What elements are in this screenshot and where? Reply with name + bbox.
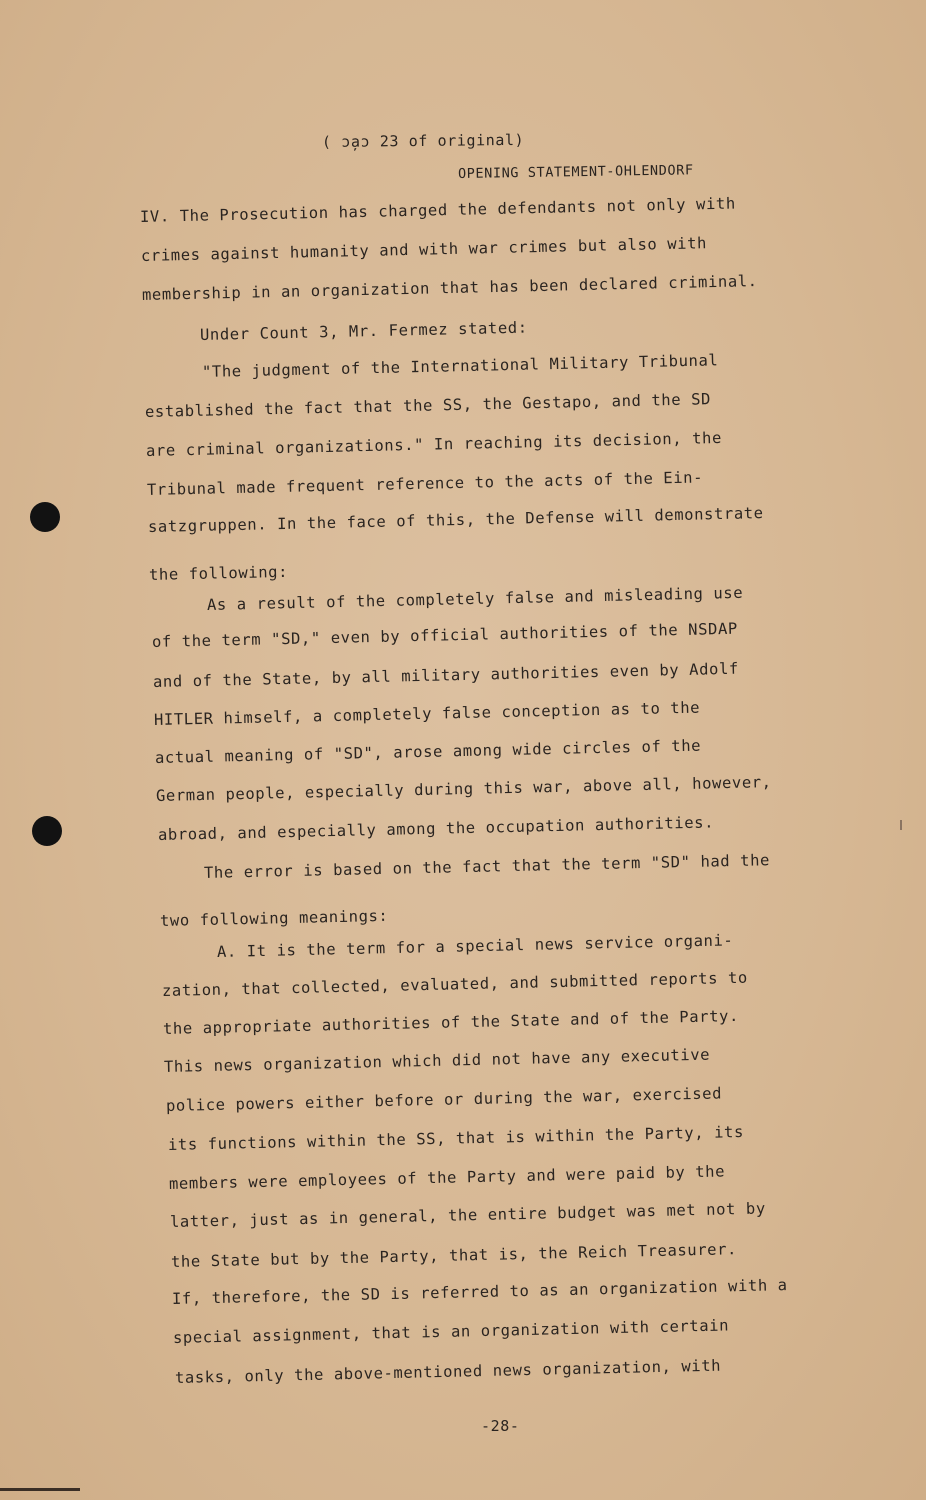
body-line: A. It is the term for a special news service organi- — [216, 931, 734, 961]
body-line: the following: — [148, 562, 289, 584]
body-line: German people, especially during this war, above all, however, — [155, 773, 772, 805]
body-line: the State but by the Party, that is, the Reich Treasurer. — [170, 1240, 738, 1271]
body-line: members were employees of the Party and were paid by the — [168, 1162, 726, 1193]
body-line: tasks, only the above-mentioned news organization, with — [174, 1356, 722, 1387]
page-number: -28- — [481, 1417, 520, 1435]
document-title: OPENING STATEMENT-OHLENDORF — [457, 162, 694, 182]
page-reference: ( ɔa̦ɔ 23 of original) — [321, 130, 525, 151]
body-line: of the term "SD," even by official authorities of the NSDAP — [151, 619, 739, 651]
body-line: police powers either before or during the war, exercised — [165, 1084, 723, 1115]
body-line: The error is based on the fact that the term "SD" had the — [203, 851, 771, 882]
body-line: abroad, and especially among the occupation authorities. — [157, 813, 715, 844]
body-line: established the fact that the SS, the Gestapo, and the SD — [144, 390, 712, 421]
body-line: two following meanings: — [159, 906, 389, 930]
body-line: and of the State, by all military authorities even by Adolf — [152, 659, 740, 691]
body-line: crimes against humanity and with war crimes but also with — [140, 234, 708, 265]
body-line: latter, just as in general, the entire budget was met not by — [169, 1199, 766, 1231]
body-line: Tribunal made frequent reference to the acts of the Ein- — [146, 468, 704, 499]
body-line: membership in an organization that has been declared criminal. — [141, 272, 758, 304]
body-line: are criminal organizations." In reaching its decision, the — [145, 428, 723, 460]
body-line: This news organization which did not have any executive — [163, 1045, 711, 1076]
body-line: "The judgment of the International Military Tribunal — [201, 351, 719, 381]
body-line: IV. The Prosecution has charged the defendants not only with — [139, 194, 736, 226]
body-line: actual meaning of "SD", arose among wide circles of the — [154, 736, 702, 767]
body-line: its functions within the SS, that is within the Party, its — [167, 1122, 745, 1154]
body-line: If, therefore, the SD is referred to as an organization with a — [171, 1276, 788, 1308]
body-line: special assignment, that is an organization with certain — [172, 1316, 730, 1347]
body-line: Under Count 3, Mr. Fermez stated: — [199, 318, 528, 344]
body-line: zation, that collected, evaluated, and submitted reports to — [161, 968, 749, 1000]
body-line: HITLER himself, a completely false conception as to the — [153, 698, 701, 729]
body-line: satzgruppen. In the face of this, the Defense will demonstrate — [147, 504, 764, 536]
body-line: the appropriate authorities of the State and of the Party. — [162, 1006, 740, 1038]
body-line: As a result of the completely false and misleading use — [206, 583, 744, 614]
